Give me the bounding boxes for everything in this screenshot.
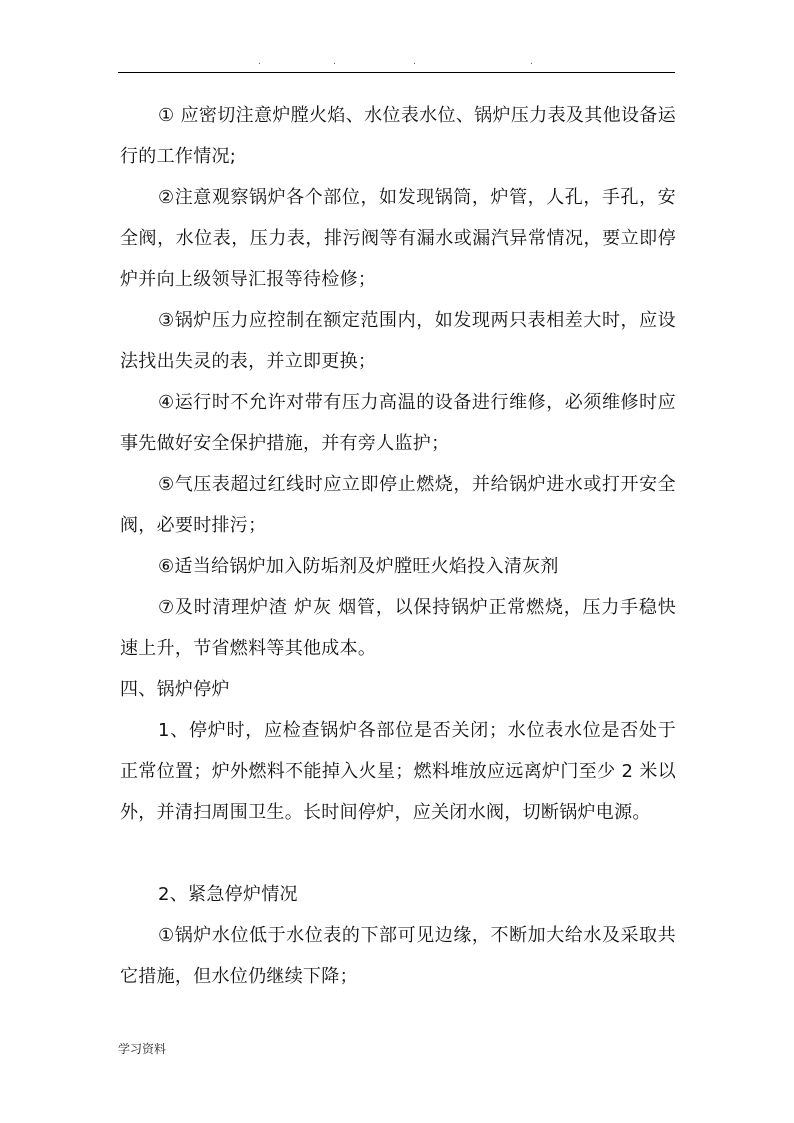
paragraph-item-4: ④运行时不允许对带有压力高温的设备进行维修，必须维修时应事先做好安全保护措施，并有旁人监护； [120, 392, 676, 454]
paragraph-item-6: ⑥适当给锅炉加入防垢剂及炉膛旺火焰投入清灰剂 [158, 556, 559, 577]
paragraph-item-2: ②注意观察锅炉各个部位，如发现锅筒，炉管，人孔，手孔，安全阀，水位表，压力表，排污阀等有漏水或漏汽异常情况，要立即停炉并向上级领导汇报等待检修； [120, 187, 676, 290]
footer-label: 学习资料 [118, 1042, 167, 1056]
subsection-heading: 2、紧急停炉情况 [158, 884, 298, 905]
paragraph-item-1: ① 应密切注意炉膛火焰、水位表水位、锅炉压力表及其他设备运行的工作情况; [120, 105, 676, 167]
header-dot: . [530, 57, 533, 67]
paragraph-item-3: ③锅炉压力应控制在额定范围内，如发现两只表相差大时，应设法找出失灵的表，并立即更换； [120, 310, 676, 372]
section-heading: 四、锅炉停炉 [120, 679, 230, 700]
header-dot: . [413, 57, 416, 67]
header-dots [118, 56, 675, 68]
paragraph-item-7: ⑦及时清理炉渣 炉灰 烟管，以保持锅炉正常燃烧，压力手稳快速上升，节省燃料等其他成本。 [120, 597, 676, 659]
header-rule [118, 72, 675, 73]
paragraph-emergency-1: ①锅炉水位低于水位表的下部可见边缘，不断加大给水及采取共它措施，但水位仍继续下降； [120, 925, 676, 987]
paragraph-shutdown: 1、停炉时，应检查锅炉各部位是否关闭；水位表水位是否处于正常位置；炉外燃料不能掉入火星；燃料堆放应远离炉门至少 2 米以外，并清扫周围卫生。长时间停炉，应关闭水阀，切断锅炉电源。 [120, 720, 676, 823]
header-dot: . [258, 57, 261, 67]
paragraph-item-5: ⑤气压表超过红线时应立即停止燃烧，并给锅炉进水或打开安全阀，必要时排污； [120, 474, 676, 536]
document-body [120, 95, 676, 997]
header-dot: . [333, 57, 336, 67]
paragraph-spacer [120, 833, 676, 874]
